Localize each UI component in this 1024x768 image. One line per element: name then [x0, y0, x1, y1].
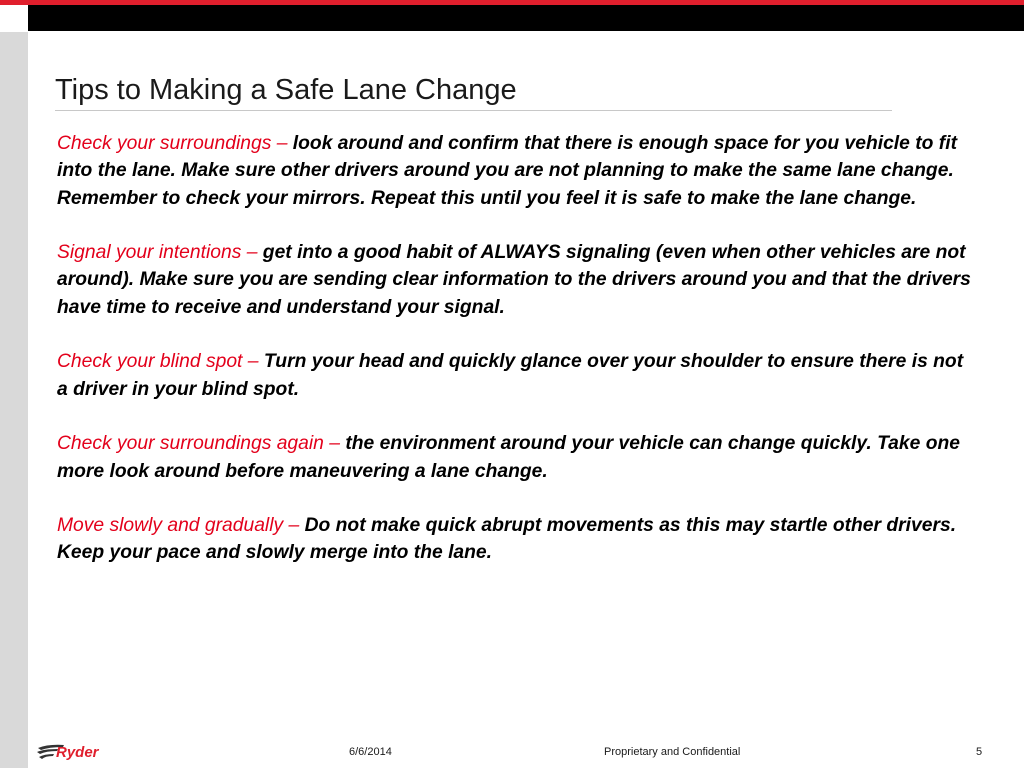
footer-confidentiality: Proprietary and Confidential	[604, 746, 741, 758]
slide-title: Tips to Making a Safe Lane Change	[55, 74, 517, 106]
tip-text: Do not make quick abrupt movements as this may startle other drivers. Keep your pace and slowly merge into the lane.	[57, 515, 957, 564]
tip-lead: Check your blind spot –	[57, 351, 264, 373]
tip-lead: Signal your intentions –	[57, 242, 263, 264]
tip-lead: Move slowly and gradually –	[57, 515, 305, 537]
title-divider	[55, 110, 892, 111]
footer-page-number: 5	[976, 746, 983, 758]
svg-text:Ryder: Ryder	[56, 744, 99, 761]
tip-lead: Check your surroundings again –	[57, 433, 346, 455]
tip-text: look around and confirm that there is enough space for you vehicle to fit into the lane. Make sure other drivers around you are not planning to make the same lane change. Remember to check your mirrors. Repeat this until you feel it is safe to make the lane change.	[57, 133, 957, 209]
tip-lead: Check your surroundings –	[57, 133, 293, 154]
tips-body	[57, 130, 972, 594]
tip-text: get into a good habit of ALWAYS signaling (even when other vehicles are not around). Make sure you are sending clear information to the drivers around you and that the drivers have time to receive and understand your signal.	[57, 242, 971, 318]
tip-paragraph	[57, 130, 972, 212]
footer-date: 6/6/2014	[349, 746, 392, 758]
tip-text: the environment around your vehicle can change quickly. Take one more look around before maneuvering a lane change.	[57, 433, 960, 482]
tip-paragraph	[57, 239, 972, 321]
tip-text: Turn your head and quickly glance over your shoulder to ensure there is not a driver in your blind spot.	[57, 351, 964, 400]
header-black-bar	[28, 5, 1024, 31]
tip-paragraph	[57, 430, 972, 485]
tip-paragraph	[57, 512, 972, 567]
ryder-logo	[34, 738, 110, 766]
tip-paragraph	[57, 348, 972, 403]
left-gray-bar	[0, 32, 28, 768]
